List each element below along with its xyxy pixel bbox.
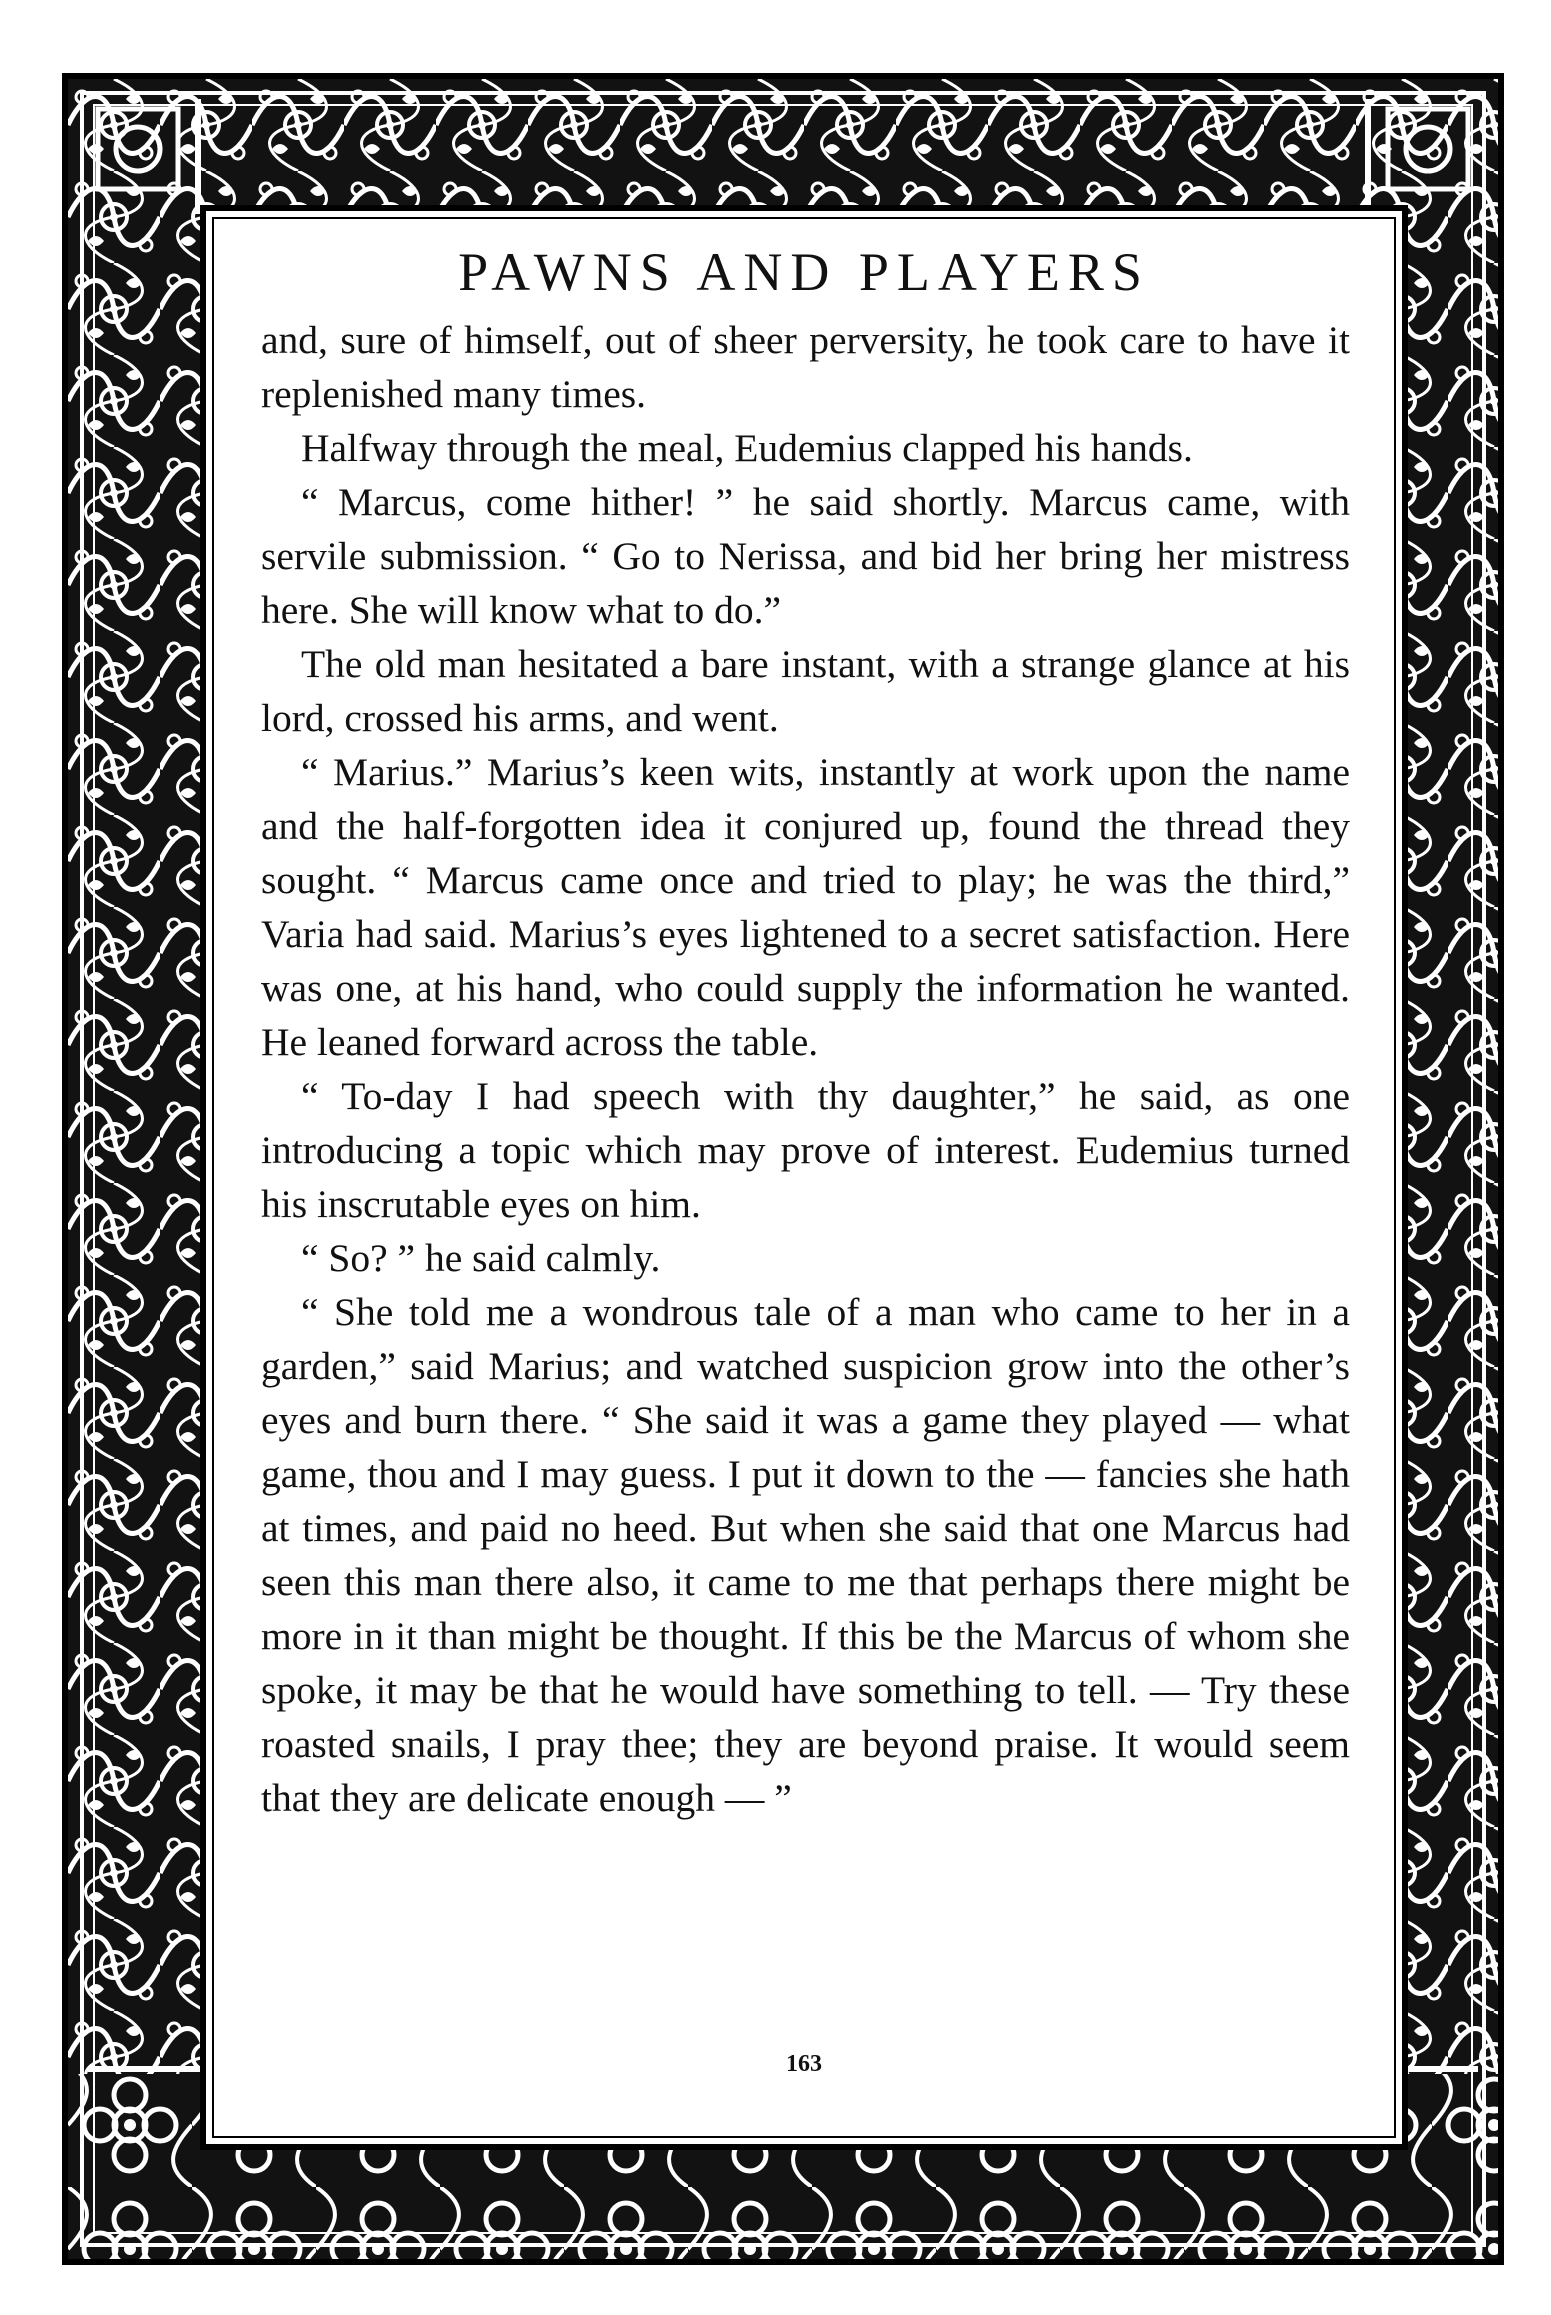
page-number: 163: [786, 2051, 822, 2077]
running-head: PAWNS AND PLAYERS: [458, 242, 1150, 302]
paragraph-3: “ Marcus, come hither! ” he said shortly. Marcus came, with servile submission. “ Go to Nerissa, and bid her bring her mistress here. She will know what to do.”: [261, 480, 1350, 632]
text-panel: [200, 205, 1408, 2150]
paragraph-6: “ To-day I had speech with thy daughter,” he said, as one introducing a topic which may prove of interest. Eudemius turned his inscrutable eyes on him.: [261, 1074, 1350, 1226]
paragraph-2: Halfway through the meal, Eudemius clapped his hands.: [301, 426, 1193, 470]
body-text: [261, 313, 1350, 1825]
paragraph-1: and, sure of himself, out of sheer perversity, he took care to have it replenished many times.: [261, 318, 1350, 416]
paragraph-8: “ She told me a wondrous tale of a man who came to her in a garden,” said Marius; and watched suspicion grow into the other’s eyes and burn there. “ She said it was a game they played — what game, thou and I may guess. I put it down to the — fancies she hath at times, and paid no heed. But when she said that one Marcus had seen this man there also, it came to me that perhaps there might be more in it than might be thought. If this be the Marcus of whom she spoke, it may be that he would have something to tell. — Try these roasted snails, I pray thee; they are beyond praise. It would seem that they are delicate enough — ”: [261, 1290, 1350, 1820]
paragraph-4: The old man hesitated a bare instant, with a strange glance at his lord, crossed his arms, and went.: [261, 642, 1350, 740]
paragraph-5: “ Marius.” Marius’s keen wits, instantly at work upon the name and the half-forgotten idea it conjured up, found the thread they sought. “ Marcus came once and tried to play; he was the third,” Varia had said. Marius’s eyes lightened to a secret satisfaction. Here was one, at his hand, who could supply the information he wanted. He leaned forward across the table.: [261, 750, 1350, 1064]
paragraph-7: “ So? ” he said calmly.: [301, 1236, 661, 1280]
